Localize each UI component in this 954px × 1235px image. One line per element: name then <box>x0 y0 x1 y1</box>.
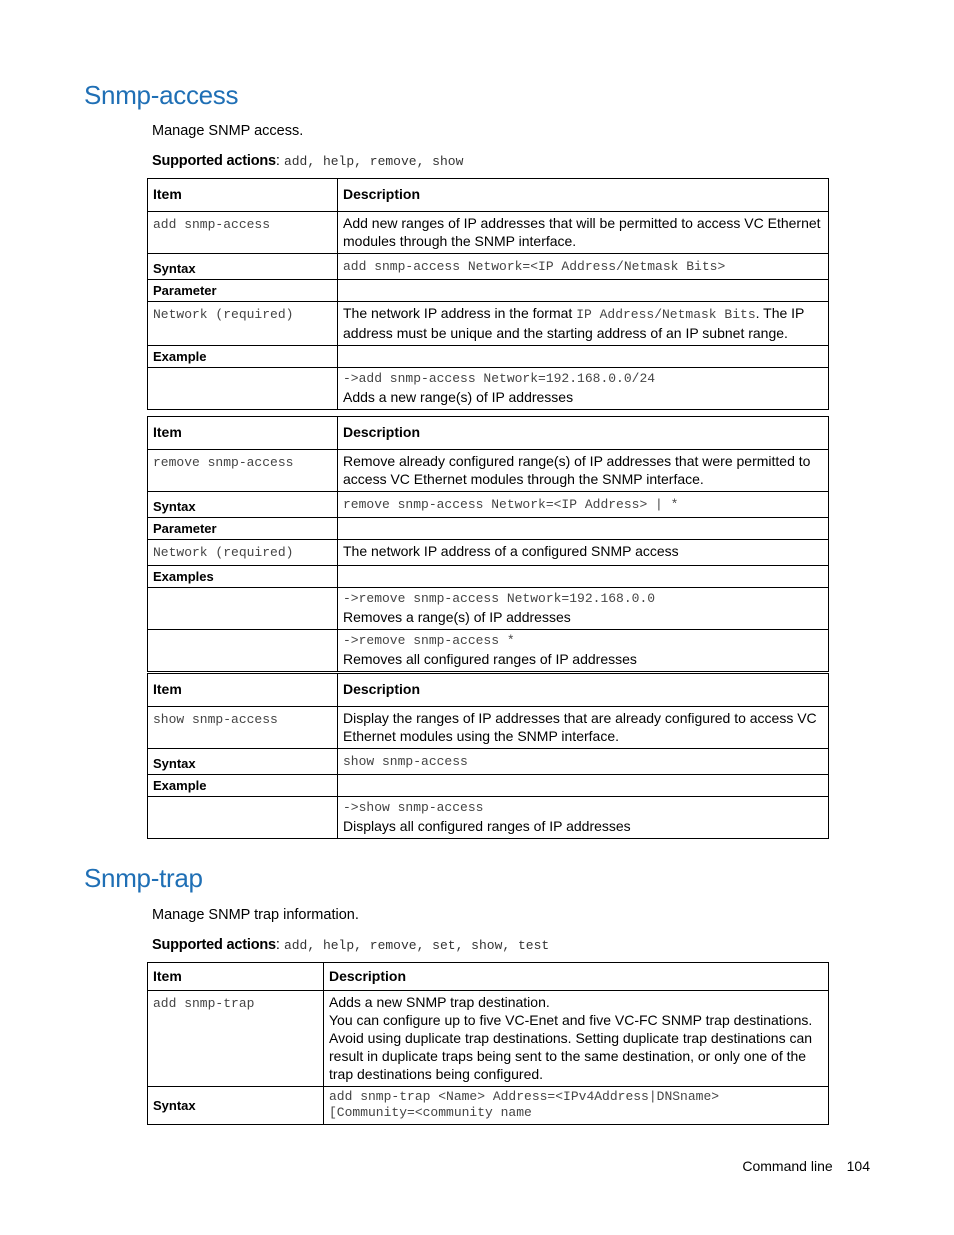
syntax-label: Syntax <box>148 749 338 775</box>
command-name: show snmp-access <box>153 712 278 727</box>
examples-label: Examples <box>148 566 338 588</box>
description-line: You can configure up to five VC-Enet and five VC-FC SNMP trap destinations. Avoid using duplicate trap destinations. Setting duplicate trap destinations can result in duplicate traps being sent to the same destination, or only one of the trap destinations being configured. <box>329 1012 813 1082</box>
syntax-value: show snmp-access <box>343 754 468 769</box>
header-item: Item <box>148 963 324 991</box>
section-title-snmp-access: Snmp-access <box>84 80 239 110</box>
parameter-description: The network IP address of a configured SNMP access <box>338 540 829 566</box>
example-description: Adds a new range(s) of IP addresses <box>343 389 574 405</box>
example-description: Displays all configured ranges of IP addresses <box>343 818 631 834</box>
supported-actions-label: Supported actions <box>152 153 276 169</box>
table-header-row <box>148 674 829 707</box>
example-cell <box>338 797 829 839</box>
command-table-remove-snmp-access <box>147 416 829 672</box>
command-table-add-snmp-access <box>147 178 829 410</box>
syntax-line: [Community=<community name <box>329 1105 532 1120</box>
example-command: ->show snmp-access <box>343 800 484 815</box>
supported-actions: Supported actions: add, help, remove, set, show, test <box>152 937 550 953</box>
command-table-add-snmp-trap <box>147 962 829 1125</box>
table-header-row <box>148 963 829 991</box>
example-description: Removes all configured ranges of IP addresses <box>343 651 637 667</box>
section-title-snmp-trap: Snmp-trap <box>84 863 203 893</box>
header-item: Item <box>148 417 338 450</box>
example-cell <box>338 630 829 672</box>
table-row <box>148 1087 829 1125</box>
table-header-row <box>148 179 829 212</box>
command-description: Display the ranges of IP addresses that are already configured to access VC Ethernet modules using the SNMP interface. <box>338 707 829 749</box>
parameter-label: Parameter <box>148 518 338 540</box>
table-row <box>148 212 829 254</box>
example-label: Example <box>148 346 338 368</box>
syntax-value: remove snmp-access Network=<IP Address> | * <box>343 497 679 512</box>
supported-actions: Supported actions: add, help, remove, show <box>152 153 464 169</box>
section-intro: Manage SNMP access. <box>152 123 304 139</box>
table-row <box>148 630 829 672</box>
table-row <box>148 566 829 588</box>
example-command: ->add snmp-access Network=192.168.0.0/24 <box>343 371 656 386</box>
table-row <box>148 518 829 540</box>
footer-section-name: Command line <box>742 1158 833 1174</box>
table-row <box>148 540 829 566</box>
header-description: Description <box>338 179 829 212</box>
header-item: Item <box>148 674 338 707</box>
table-row <box>148 991 829 1087</box>
table-row <box>148 588 829 630</box>
command-name: add snmp-trap <box>153 996 255 1011</box>
syntax-line: add snmp-trap <Name> Address=<IPv4Address|DNSname> <box>329 1089 720 1104</box>
example-description: Removes a range(s) of IP addresses <box>343 609 571 625</box>
command-description: Remove already configured range(s) of IP addresses that were permitted to access VC Ethernet modules through the SNMP interface. <box>338 450 829 492</box>
syntax-cell <box>324 1087 829 1125</box>
header-item: Item <box>148 179 338 212</box>
example-cell <box>338 368 829 410</box>
page-footer <box>742 1158 870 1174</box>
parameter-name: Network (required) <box>153 307 294 322</box>
table-row <box>148 280 829 302</box>
table-row <box>148 492 829 518</box>
syntax-label: Syntax <box>148 1087 324 1125</box>
supported-actions-list: add, help, remove, set, show, test <box>283 938 550 953</box>
example-command: ->remove snmp-access * <box>343 633 515 648</box>
table-row <box>148 749 829 775</box>
header-description: Description <box>324 963 829 991</box>
command-name: remove snmp-access <box>153 455 294 470</box>
supported-actions-list: add, help, remove, show <box>283 154 464 169</box>
table-row <box>148 775 829 797</box>
table-row <box>148 450 829 492</box>
table-row <box>148 302 829 346</box>
section-intro: Manage SNMP trap information. <box>152 907 359 923</box>
parameter-description: The network IP address in the format IP Address/Netmask Bits. The IP address must be unique and the starting address of an IP subnet range. <box>338 302 829 346</box>
command-table-show-snmp-access <box>147 673 829 839</box>
page-number: 104 <box>846 1158 870 1174</box>
command-name: add snmp-access <box>153 217 271 232</box>
syntax-value: add snmp-access Network=<IP Address/Netmask Bits> <box>343 259 726 274</box>
description-line: Adds a new SNMP trap destination. <box>329 994 550 1010</box>
command-description: Add new ranges of IP addresses that will be permitted to access VC Ethernet modules through the SNMP interface. <box>338 212 829 254</box>
command-description <box>324 991 829 1087</box>
header-description: Description <box>338 417 829 450</box>
example-label: Example <box>148 775 338 797</box>
table-row <box>148 707 829 749</box>
syntax-label: Syntax <box>148 492 338 518</box>
example-command: ->remove snmp-access Network=192.168.0.0 <box>343 591 656 606</box>
supported-actions-label: Supported actions <box>152 937 276 953</box>
header-description: Description <box>338 674 829 707</box>
parameter-name: Network (required) <box>153 545 294 560</box>
table-row <box>148 346 829 368</box>
syntax-label: Syntax <box>148 254 338 280</box>
table-row <box>148 368 829 410</box>
table-header-row <box>148 417 829 450</box>
example-cell <box>338 588 829 630</box>
table-row <box>148 797 829 839</box>
table-row <box>148 254 829 280</box>
parameter-label: Parameter <box>148 280 338 302</box>
